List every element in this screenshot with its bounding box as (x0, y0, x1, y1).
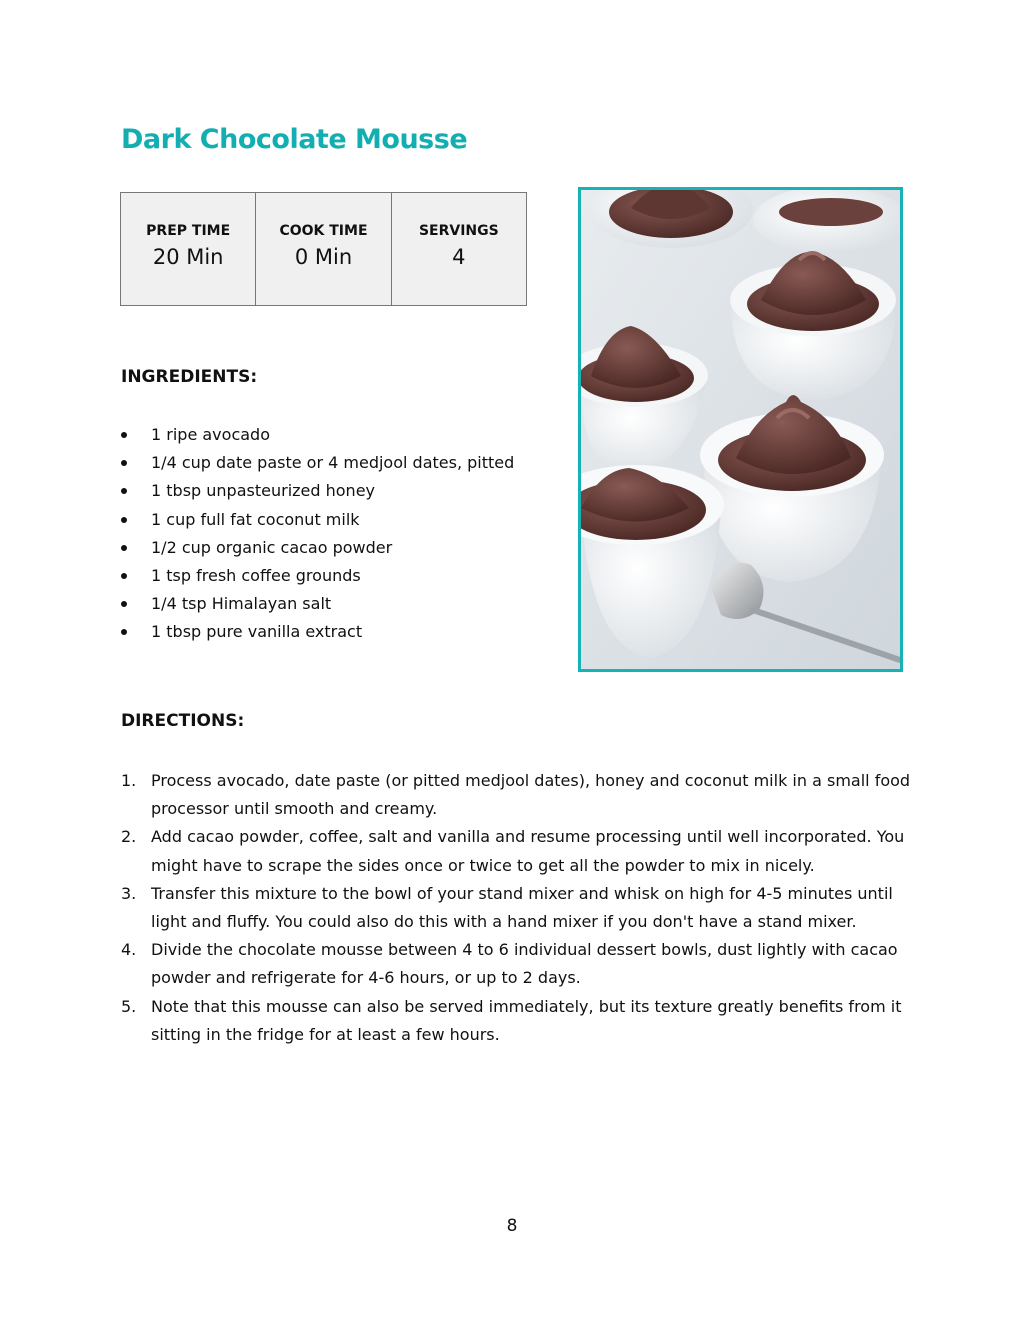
servings-value: 4 (452, 245, 466, 269)
ingredient-text: 1/2 cup organic cacao powder (151, 537, 393, 557)
recipe-title: Dark Chocolate Mousse (121, 124, 468, 155)
direction-step (121, 823, 911, 879)
bullet-icon (121, 517, 127, 523)
step-number: 5. (121, 996, 137, 1016)
bullet-icon (121, 432, 127, 438)
ingredient-item (121, 422, 514, 450)
ingredient-item (121, 507, 514, 535)
ingredient-text: 1 ripe avocado (151, 425, 270, 444)
bullet-icon (121, 629, 127, 635)
ingredient-text: 1 tbsp unpasteurized honey (151, 481, 375, 501)
direction-step (121, 880, 911, 936)
ingredients-list (121, 422, 514, 648)
step-text: Transfer this mixture to the bowl of your stand mixer and whisk on high for 4-5 minutes until light and fluffy. You could also do this with a hand mixer if you don't have a stand mixer. (151, 883, 893, 932)
recipe-times-table (120, 192, 527, 306)
ingredient-item (121, 478, 514, 506)
bullet-icon (121, 545, 127, 551)
ingredient-item (121, 535, 514, 563)
direction-step (121, 936, 911, 992)
step-number: 2. (121, 827, 137, 847)
recipe-photo (578, 187, 903, 672)
bullet-icon (121, 601, 127, 607)
step-number: 3. (121, 883, 137, 903)
ingredient-text: 1 tbsp pure vanilla extract (151, 622, 363, 642)
prep-time-label: PREP TIME (146, 223, 231, 239)
step-text: Add cacao powder, coffee, salt and vanilla and resume processing until well incorporated. You might have to scrape the sides once or twice to get all the powder to mix in nicely. (151, 827, 905, 875)
direction-step (121, 993, 911, 1049)
ingredients-heading: INGREDIENTS: (121, 367, 258, 387)
step-number: 1. (121, 771, 137, 790)
prep-time-value: 20 Min (152, 245, 224, 269)
bullet-icon (121, 460, 127, 466)
ingredient-text: 1 cup full fat coconut milk (151, 509, 360, 529)
ingredient-text: 1/4 cup date paste or 4 medjool dates, pitted (151, 453, 515, 473)
directions-heading: DIRECTIONS: (121, 711, 245, 731)
direction-step (121, 767, 911, 823)
cook-time-label: COOK TIME (279, 223, 368, 239)
bullet-icon (121, 488, 127, 494)
bullet-icon (121, 573, 127, 579)
ingredient-text: 1 tsp fresh coffee grounds (151, 565, 361, 585)
mousse-cups-illustration (581, 190, 900, 669)
page-number: 8 (506, 1216, 518, 1236)
step-text: Note that this mousse can also be served immediately, but its texture greatly benefits from it sitting in the fridge for at least a few hours. (151, 996, 902, 1044)
ingredient-item (121, 591, 514, 619)
ingredient-item (121, 563, 514, 591)
step-text: Process avocado, date paste (or pitted medjool dates), honey and coconut milk in a small food processor until smooth and creamy. (151, 771, 911, 819)
servings-cell (391, 193, 526, 306)
servings-label: SERVINGS (418, 223, 499, 239)
ingredient-text: 1/4 tsp Himalayan salt (151, 594, 332, 614)
ingredient-item (121, 450, 514, 478)
ingredient-item (121, 619, 514, 647)
cook-time-value: 0 Min (294, 245, 353, 269)
step-number: 4. (121, 940, 137, 960)
cook-time-cell (256, 193, 391, 306)
directions-list (121, 767, 911, 1049)
prep-time-cell (121, 193, 256, 306)
step-text: Divide the chocolate mousse between 4 to 6 individual dessert bowls, dust lightly with cacao powder and refrigerate for 4-6 hours, or up to 2 days. (151, 940, 898, 988)
